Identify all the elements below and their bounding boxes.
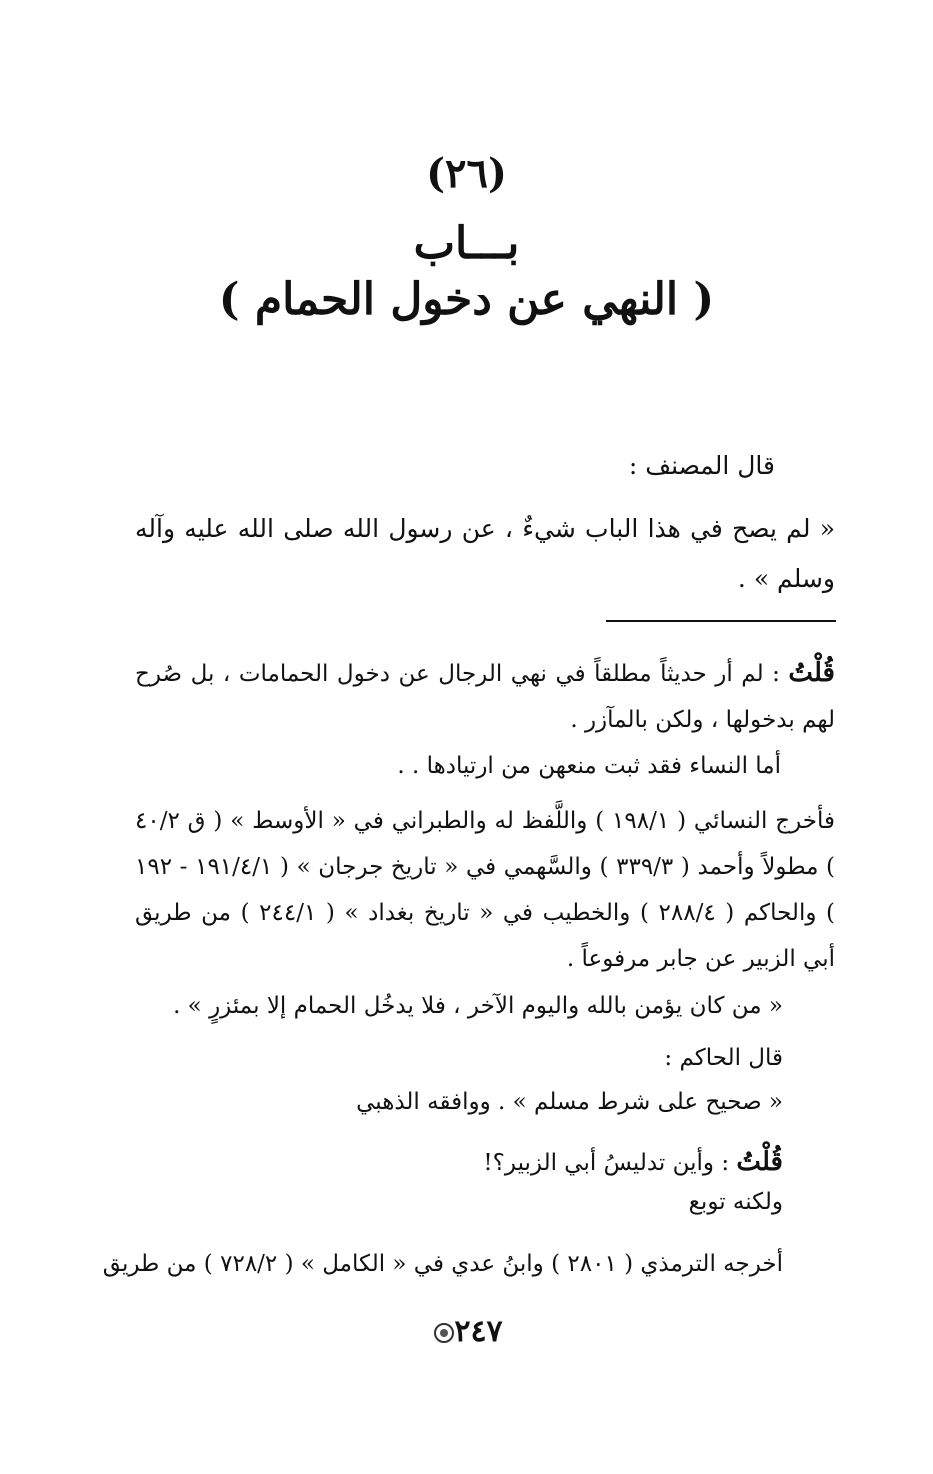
takhrij-paragraph-1: فأخرج النسائي ( ١٩٨/١ ) واللَّفظ له والطبراني في « الأوسط » ( ق ٤٠/٢ ) مطولاً وأحمد ( ٣٣٩/٣ ) والسَّهمي في « تاريخ جرجان » ( ١٩١/٤/١ - ١٩٢ ) والحاكم ( ٢٨٨/٤ ) والخطيب في « تاريخ بغداد » ( ٢٤٤/١ ) من طريق أبي الزبير عن جابر مرفوعاً . <box>135 808 835 972</box>
note-text-2: : وأين تدليسُ أبي الزبير؟! <box>483 1150 737 1176</box>
note-paragraph-1 <box>135 650 835 743</box>
hakim-intro: قال الحاكم : <box>664 1045 783 1071</box>
section-divider <box>606 620 836 622</box>
note-text-1: : لم أر حديثاً مطلقاً في نهي الرجال عن دخول الحمامات ، بل صُرح لهم بدخولها ، ولكن بالمآزر . <box>135 661 835 733</box>
women-line: أما النساء فقد ثبت منعهن من ارتيادها . . <box>397 753 781 779</box>
note-lead-1: قُلْتُ <box>788 658 835 688</box>
chapter-number: (٢٦) <box>426 150 507 197</box>
ornament-icon <box>434 1323 454 1343</box>
takhrij-paragraph-2: أخرجه الترمذي ( ٢٨٠١ ) وابنُ عدي في « الكامل » ( ٧٢٨/٢ ) من طريق <box>102 1251 783 1277</box>
author-intro: قال المصنف : <box>628 451 775 480</box>
hadith-text: « من كان يؤمن بالله واليوم الآخر ، فلا يدخُل الحمام إلا بمئزرٍ » . <box>173 993 783 1019</box>
note-lead-2: قُلْتُ <box>736 1147 783 1177</box>
author-quote: « لم يصح في هذا الباب شيءٌ ، عن رسول الله صلى الله عليه وآله وسلم » . <box>135 514 835 593</box>
chapter-label: بـــاب <box>413 218 520 269</box>
chapter-title: ( النهي عن دخول الحمام ) <box>218 274 715 325</box>
followed-line: ولكنه توبع <box>688 1189 783 1215</box>
page-number-text: ٢٤٧ <box>454 1314 503 1349</box>
page-number <box>0 1314 933 1349</box>
note-paragraph-2 <box>483 1142 783 1183</box>
hakim-quote: « صحيح على شرط مسلم » . ووافقه الذهبي <box>356 1089 783 1115</box>
